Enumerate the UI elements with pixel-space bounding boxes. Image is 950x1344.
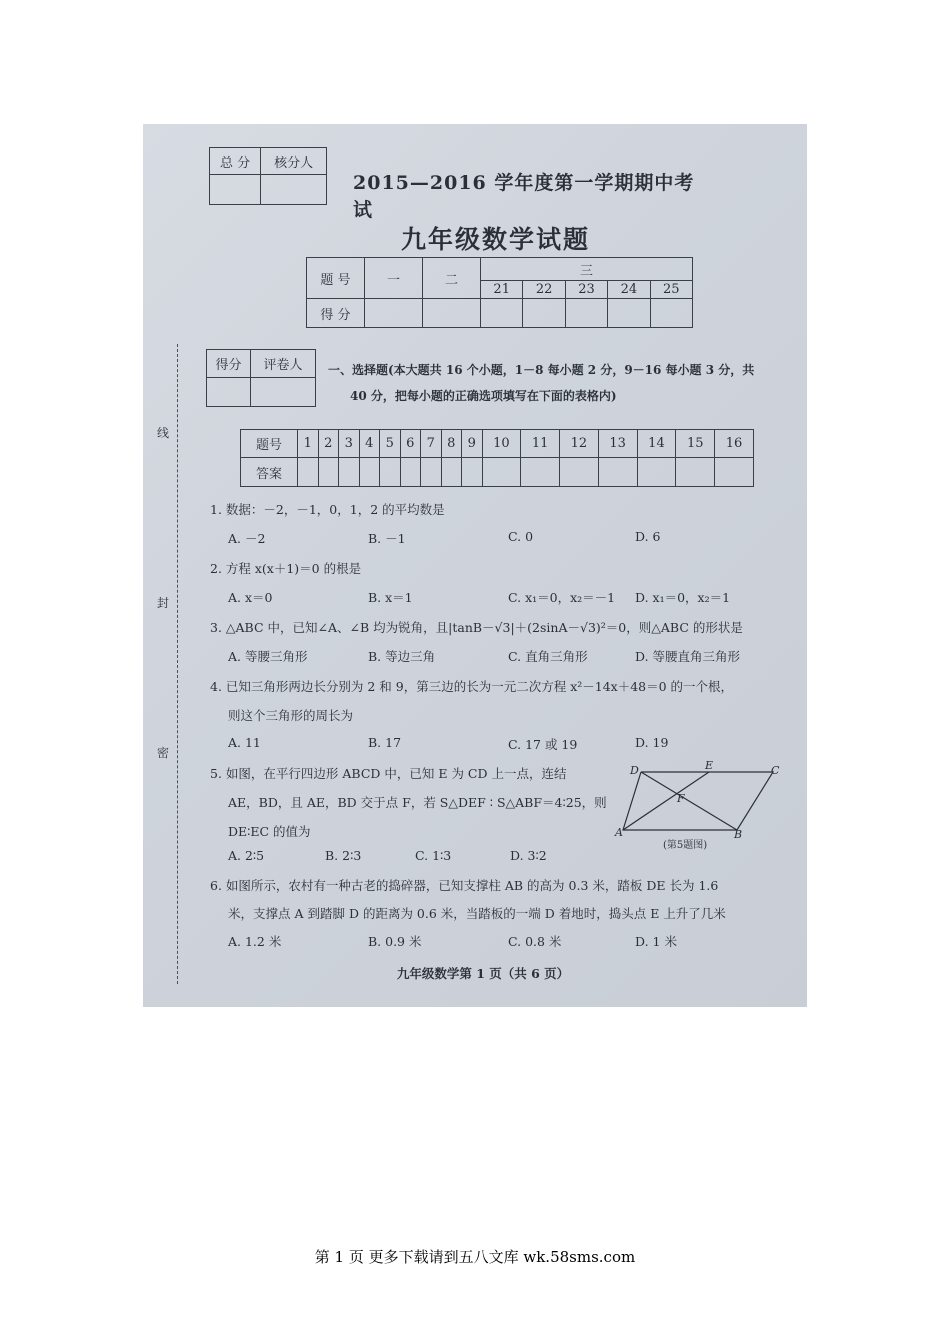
answer-number: 16 <box>715 430 754 458</box>
scanned-exam-photo <box>143 124 807 1007</box>
section-line: 一、选择题(本大题共 16 个小题，1－8 每小题 2 分，9－16 每小题 3 分，共 <box>328 363 755 377</box>
parallelogram-figure <box>613 760 783 852</box>
figure-label: A <box>615 826 623 839</box>
binding-margin <box>143 344 178 984</box>
question-4-line2: 则这个三角形的周长为 <box>228 708 354 723</box>
option: C. 直角三角形 <box>508 649 588 664</box>
option: B. －1 <box>368 531 406 546</box>
option: A. 11 <box>228 735 261 750</box>
exam-title: 2015—2016 学年度第一学期期中考试 <box>353 172 695 221</box>
option: B. 17 <box>368 735 402 750</box>
binding-char: 封 <box>157 596 170 610</box>
option: C. 17 或 19 <box>508 737 578 752</box>
option: C. 0.8 米 <box>508 934 562 949</box>
option: B. 等边三角 <box>368 649 436 664</box>
total-score-box <box>209 147 327 205</box>
option: A. 2∶5 <box>228 848 265 863</box>
option: D. 等腰直角三角形 <box>635 649 741 664</box>
option: B. 2∶3 <box>325 848 362 863</box>
score-table <box>306 257 693 328</box>
row-label: 答案 <box>241 458 298 487</box>
answer-number: 4 <box>359 430 380 458</box>
question-2: 2. 方程 x(x＋1)＝0 的根是 <box>210 561 362 576</box>
answer-number: 2 <box>318 430 339 458</box>
option: D. 3∶2 <box>510 848 547 863</box>
exam-page-number: 九年级数学第 1 页（共 6 页） <box>396 966 570 981</box>
answer-number: 11 <box>521 430 560 458</box>
option: B. x＝1 <box>368 590 413 605</box>
figure-caption: (第5题图) <box>663 840 708 851</box>
option: C. x₁＝0，x₂＝－1 <box>508 590 616 605</box>
row-label: 得 分 <box>307 299 365 328</box>
answer-number: 6 <box>400 430 421 458</box>
grader-box <box>206 349 316 407</box>
sub-col-label: 25 <box>650 281 692 299</box>
option: D. 6 <box>635 529 661 544</box>
question-4: 4. 已知三角形两边长分别为 2 和 9，第三边的长为一元二次方程 x²－14x＋48＝0 的一个根， <box>210 679 734 694</box>
answer-number: 15 <box>676 430 715 458</box>
row-label: 题号 <box>241 430 298 458</box>
option: D. x₁＝0，x₂＝1 <box>635 590 731 605</box>
col-label: 三 <box>481 258 693 281</box>
answer-number: 8 <box>441 430 462 458</box>
document-footer: 第 1 页 更多下载请到五八文库 wk.58sms.com <box>314 1248 636 1266</box>
question-6: 6. 如图所示，农村有一种古老的捣碎器，已知支撑柱 AB 的高为 0.3 米，踏板 DE 长为 1.6 <box>210 878 719 893</box>
grader-label: 评卷人 <box>250 350 315 378</box>
figure-label: C <box>771 764 780 777</box>
option: A. x＝0 <box>228 590 273 605</box>
answer-number: 14 <box>637 430 676 458</box>
answer-number: 5 <box>380 430 401 458</box>
answer-table <box>240 429 754 487</box>
option: C. 1∶3 <box>415 848 452 863</box>
question-6-line2: 米，支撑点 A 到踏脚 D 的距离为 0.6 米，当踏板的一端 D 着地时，捣头点 E 上升了几米 <box>228 906 726 921</box>
sub-col-label: 22 <box>523 281 565 299</box>
col-label: 一 <box>365 258 423 299</box>
sub-col-label: 21 <box>481 281 523 299</box>
question-3: 3. △ABC 中，已知∠A、∠B 均为锐角，且|tanB－√3|＋(2sinA－√3)²＝0，则△ABC 的形状是 <box>210 620 743 635</box>
option: A. －2 <box>228 531 266 546</box>
option: A. 1.2 米 <box>228 934 282 949</box>
answer-number: 3 <box>339 430 360 458</box>
option: C. 0 <box>508 529 534 544</box>
figure-label: B <box>734 828 743 841</box>
question-5-line2: AE，BD，且 AE，BD 交于点 F，若 S△DEF ∶ S△ABF＝4∶25，则 <box>228 795 607 810</box>
question-5: 5. 如图，在平行四边形 ABCD 中，已知 E 为 CD 上一点，连结 <box>210 766 567 781</box>
option: B. 0.9 米 <box>368 934 422 949</box>
row-label: 题 号 <box>307 258 365 299</box>
question-1: 1. 数据：－2，－1，0，1，2 的平均数是 <box>210 502 445 517</box>
answer-number: 13 <box>598 430 637 458</box>
question-5-line3: DE∶EC 的值为 <box>228 824 311 839</box>
option: D. 1 米 <box>635 934 677 949</box>
col-label: 二 <box>423 258 481 299</box>
answer-number: 9 <box>462 430 483 458</box>
answer-number: 1 <box>298 430 319 458</box>
figure-label: E <box>705 760 714 772</box>
sub-col-label: 23 <box>565 281 607 299</box>
paper-title: 九年级数学试题 <box>401 225 591 254</box>
binding-char: 线 <box>157 426 170 440</box>
answer-number: 7 <box>421 430 442 458</box>
score-label: 得分 <box>207 350 251 378</box>
binding-char: 密 <box>157 746 170 760</box>
total-score-label: 总 分 <box>210 148 261 175</box>
figure-label: F <box>677 792 685 805</box>
answer-number: 12 <box>560 430 599 458</box>
option: A. 等腰三角形 <box>228 649 308 664</box>
figure-label: D <box>630 764 639 777</box>
checker-label: 核分人 <box>261 148 327 175</box>
section-line: 40 分，把每小题的正确选项填写在下面的表格内) <box>350 389 617 403</box>
option: D. 19 <box>635 735 669 750</box>
answer-number: 10 <box>482 430 521 458</box>
sub-col-label: 24 <box>608 281 650 299</box>
section-heading <box>328 357 778 409</box>
